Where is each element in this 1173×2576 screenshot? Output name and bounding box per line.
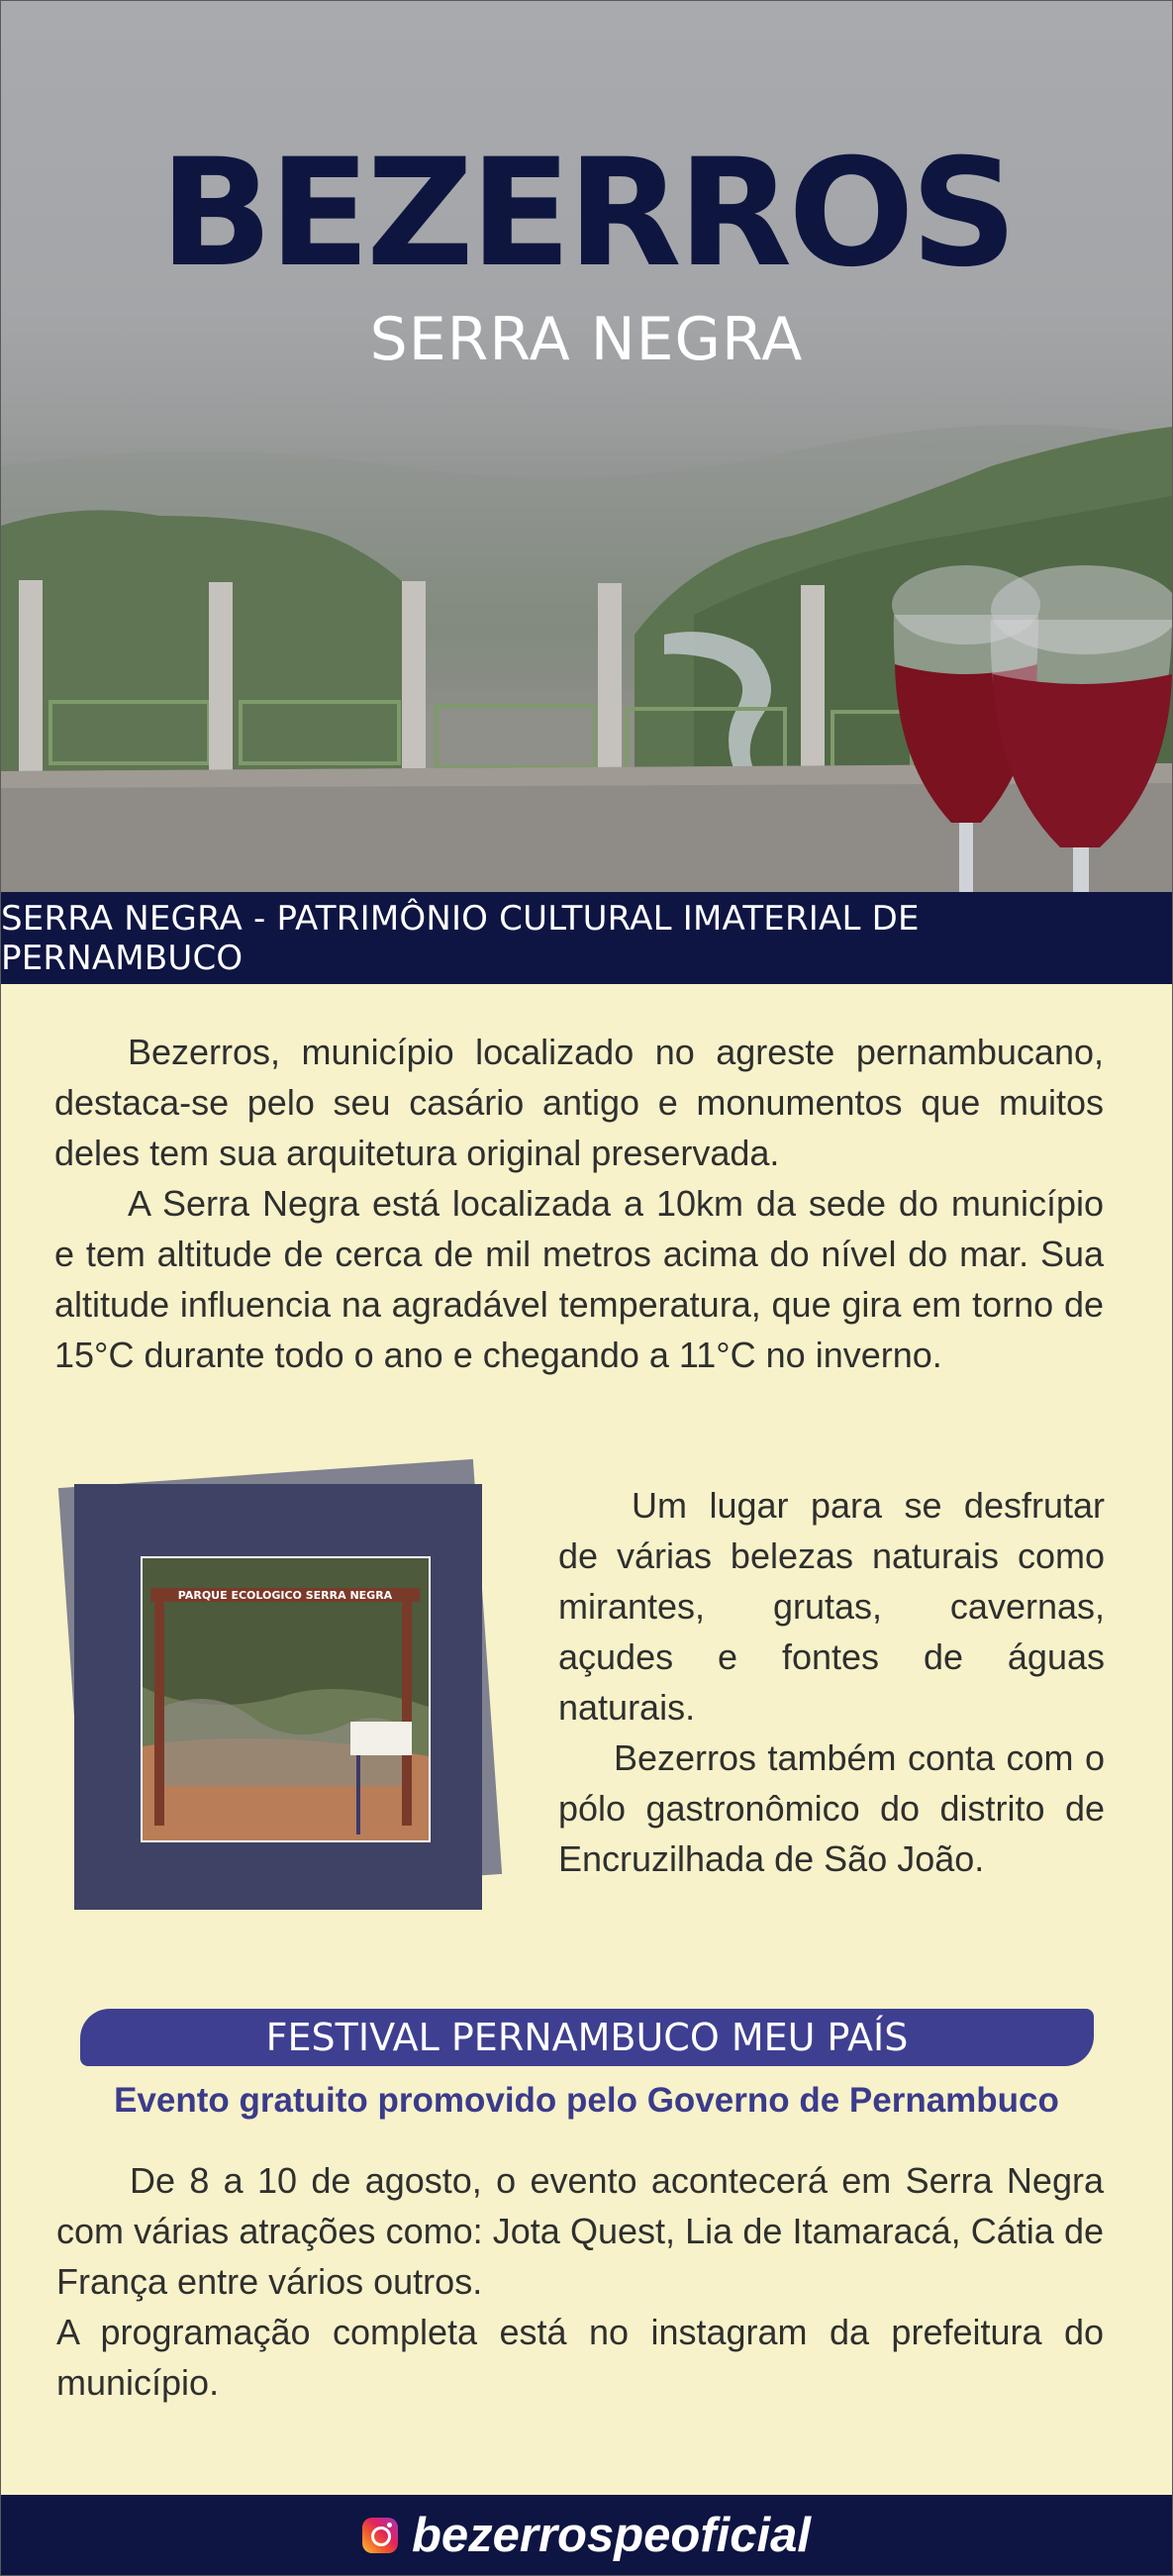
heritage-banner bbox=[1, 892, 1172, 984]
intro-paragraph-1: Bezerros, município localizado no agreste pernambucano, destaca-se pelo seu casário antigo e monumentos que muitos deles tem sua arquitetura original preservada. bbox=[54, 1032, 1104, 1173]
festival-subtitle: Evento gratuito promovido pelo Governo de Pernambuco bbox=[114, 2081, 1059, 2120]
park-sign-text: PARQUE ECOLOGICO SERRA NEGRA bbox=[177, 1589, 393, 1602]
festival-title: FESTIVAL PERNAMBUCO MEU PAÍS bbox=[265, 2016, 909, 2059]
festival-section bbox=[56, 2155, 1104, 2408]
hero-photo bbox=[1, 1, 1172, 892]
attractions-section bbox=[558, 1480, 1105, 1884]
attractions-paragraph-2: Bezerros também conta com o pólo gastronômico do distrito de Encruzilhada de São João. bbox=[558, 1737, 1105, 1879]
intro-section bbox=[54, 1027, 1104, 1380]
heritage-banner-text: SERRA NEGRA - PATRIMÔNIO CULTURAL IMATERIAL DE PERNAMBUCO bbox=[1, 898, 920, 978]
attractions-paragraph-1: Um lugar para se desfrutar de várias belezas naturais como mirantes, grutas, cavernas, açudes e fontes de águas naturais. bbox=[558, 1485, 1105, 1728]
park-photo-frame bbox=[50, 1451, 526, 1936]
festival-paragraph-2: A programação completa está no instagram da prefeitura do município. bbox=[56, 2312, 1104, 2403]
footer-bar bbox=[1, 2495, 1172, 2575]
hero-subtitle: SERRA NEGRA bbox=[369, 305, 804, 374]
intro-paragraph-2: A Serra Negra está localizada a 10km da sede do município e tem altitude de cerca de mil metros acima do nível do mar. Sua altitude influencia na agradável temperatura, que gira em torno de 15°C durante todo o ano e chegando a 11°C no inverno. bbox=[54, 1183, 1104, 1375]
festival-title-pill bbox=[80, 2009, 1094, 2066]
hero-title: BEZERROS bbox=[159, 128, 1014, 300]
park-photo bbox=[141, 1556, 431, 1842]
instagram-handle[interactable]: bezerrospeoficial bbox=[411, 2508, 812, 2562]
park-entrance-illustration bbox=[143, 1558, 429, 1840]
instagram-icon bbox=[362, 2518, 398, 2553]
festival-paragraph-1: De 8 a 10 de agosto, o evento acontecerá em Serra Negra com várias atrações como: Jota Quest, Lia de Itamaracá, Cátia de França entre vários outros. bbox=[56, 2160, 1104, 2302]
